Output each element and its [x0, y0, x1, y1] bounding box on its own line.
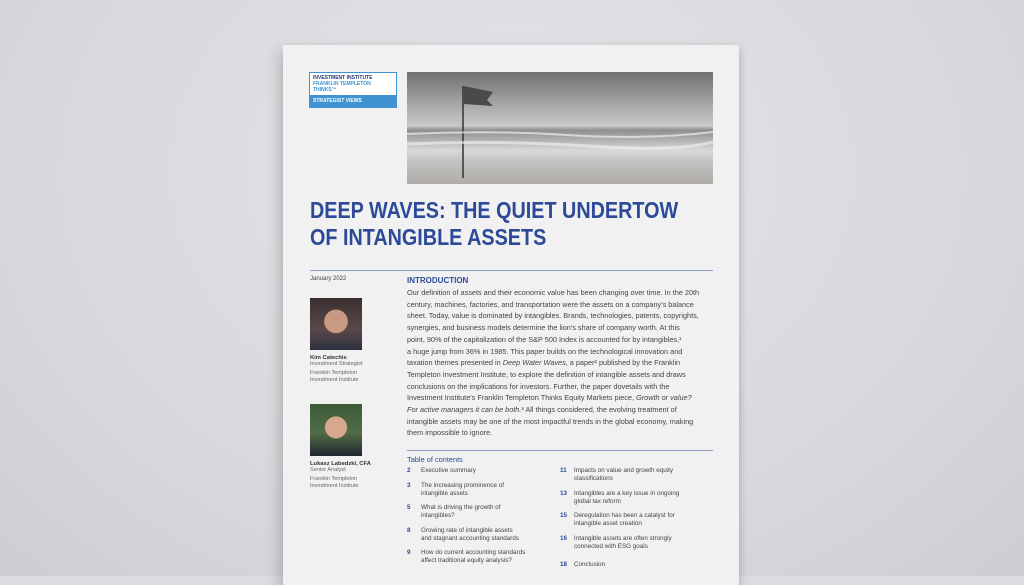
page-title — [310, 197, 678, 251]
toc-page-number: 8 — [407, 527, 411, 534]
toc-title-line: How do current accounting standards — [421, 549, 526, 556]
toc-page-number: 9 — [407, 549, 411, 556]
text: ³ All things considered, the evolving treatment of — [521, 405, 677, 415]
toc-title-line: intangible asset creation — [574, 520, 642, 527]
toc-title-line: Deregulation has been a catalyst for — [574, 512, 675, 519]
author-card — [310, 404, 371, 490]
institute-badge — [309, 72, 397, 108]
toc-title — [421, 482, 504, 498]
toc-title — [421, 504, 500, 520]
toc-page-number: 13 — [560, 490, 568, 497]
title-line-2: OF INTANGIBLE ASSETS — [310, 224, 547, 250]
badge-line-2: FRANKLIN TEMPLETON THINKS™ — [313, 81, 371, 93]
toc-title-line: global tax reform — [574, 498, 621, 505]
toc-page-number: 15 — [560, 512, 568, 519]
divider — [310, 270, 713, 271]
author-card — [310, 298, 363, 384]
toc-title-line: Intangible assets are often strongly — [574, 535, 672, 542]
body-line — [407, 357, 699, 369]
toc-page-number: 2 — [407, 467, 411, 474]
italic-title: Growth or value? — [636, 393, 692, 403]
author-photo — [310, 298, 362, 350]
italic-title: For active managers it can be both. — [407, 405, 522, 415]
body-line: Templeton Investment Institute, to explore the definition of intangible assets and draws — [407, 369, 686, 379]
author-org: Franklin Templeton — [310, 370, 358, 376]
toc-title-line: and stagnant accounting standards — [421, 535, 520, 542]
toc-title-line: What is driving the growth of — [421, 504, 501, 511]
text: , a paper² published by the Franklin — [565, 358, 681, 368]
text: taxation themes presented in — [407, 358, 503, 368]
body-line: them impossible to ignore. — [407, 428, 493, 438]
toc-title — [421, 527, 519, 543]
beach-flag-photo — [407, 72, 713, 184]
toc-title-line: classifications — [574, 475, 613, 482]
toc-page-number: 16 — [560, 535, 568, 542]
toc-title-line: Executive summary — [421, 467, 476, 474]
toc-title-line: connected with ESG goals — [574, 543, 648, 550]
author-name: Kim Catechis — [310, 355, 347, 361]
text: Investment Institute's Franklin Templeton Thinks Equity Markets piece, — [407, 393, 637, 403]
body-line — [407, 392, 699, 404]
document-page — [283, 45, 739, 585]
toc-title-line: Conclusion — [574, 561, 606, 568]
toc-title-line: intangibles? — [421, 512, 455, 519]
body-line: a huge jump from 36% in 1985. This paper builds on the technological innovation and — [407, 346, 683, 356]
author-role: Senior Analyst — [310, 467, 346, 473]
body-line: point, 90% of the capitalization of the S&P 500 Index is accounted for by intangibles,¹ — [407, 334, 682, 344]
author-name: Lukasz Labedzki, CFA — [310, 461, 371, 467]
toc-title — [574, 467, 673, 483]
author-photo — [310, 404, 362, 456]
toc-page-number: 5 — [407, 504, 411, 511]
toc-title — [574, 535, 672, 551]
publish-date: January 2022 — [310, 276, 347, 282]
toc-title-line: Impacts on value and growth equity — [574, 467, 674, 474]
intro-heading: INTRODUCTION — [407, 276, 469, 285]
badge-line-1: INVESTMENT INSTITUTE — [313, 75, 373, 81]
toc-title — [574, 512, 675, 528]
author-role: Investment Strategist — [310, 361, 363, 367]
toc-heading: Table of contents — [407, 455, 463, 464]
toc-title-line: affect traditional equity analysis? — [421, 557, 512, 564]
toc-divider — [407, 450, 713, 451]
toc-title-line: intangible assets — [421, 490, 468, 497]
toc-title — [421, 549, 525, 565]
author-org: Franklin Templeton — [310, 476, 358, 482]
intro-body — [407, 287, 699, 439]
body-line: conclusions on the implications for investors. Further, the paper dovetails with the — [407, 381, 670, 391]
toc-page-number: 18 — [560, 561, 568, 568]
flag-icon — [407, 72, 713, 184]
toc-page-number: 3 — [407, 482, 411, 489]
body-line: sheet. Today, value is dominated by intangibles. Brands, technologies, patents, copyrights, — [407, 311, 699, 321]
toc-title — [574, 561, 605, 569]
toc-title-line: The increasing prominence of — [421, 482, 504, 489]
body-line: century, machines, factories, and transportation were the assets on a company's balance — [407, 299, 694, 309]
title-line-1: DEEP WAVES: THE QUIET UNDERTOW — [310, 197, 679, 223]
badge-line-3: STRATEGIST VIEWS — [310, 95, 396, 107]
toc-title — [421, 467, 476, 475]
body-line: Our definition of assets and their economic value has been changing over time. In the 20th — [407, 288, 700, 297]
author-org: Investment Institute — [310, 377, 359, 383]
author-org: Investment Institute — [310, 483, 359, 489]
body-line: intangible assets may be one of the most impactful trends in the global economy, making — [407, 416, 694, 426]
italic-title: Deep Water Waves — [502, 358, 566, 368]
body-line: synergies, and business models determine the lion's share of company worth. At this — [407, 323, 680, 333]
body-line — [407, 404, 699, 416]
toc-page-number: 11 — [560, 467, 567, 474]
toc-title — [574, 490, 679, 506]
toc-title-line: Intangibles are a key issue in ongoing — [574, 490, 680, 497]
toc-title-line: Growing rate of intangible assets — [421, 527, 513, 534]
